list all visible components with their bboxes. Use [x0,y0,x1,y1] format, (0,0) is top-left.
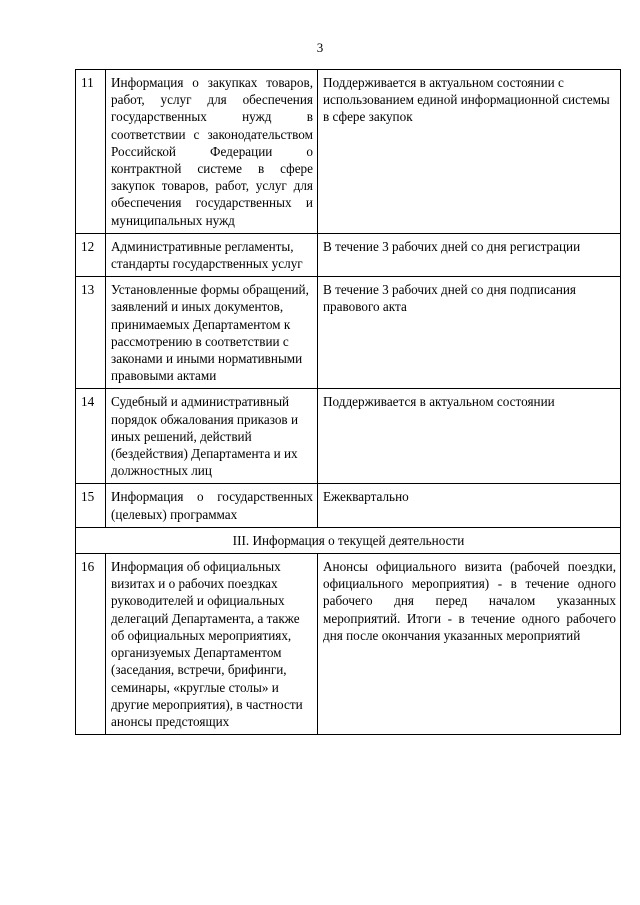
table-row [76,277,621,389]
info-cell: Информация об официальных визитах и о рабочих поездках руководителей и официальных делегаций Департамента, а также об официальных мероприятиях, организуемых Департаментом (заседания, встречи, брифинги, семинары, «круглые столы» и другие мероприятия), в частности анонсы предстоящих [106,554,318,735]
info-cell: Информация о государственных (целевых) программах [106,484,318,527]
row-number: 12 [76,233,106,276]
section-heading: III. Информация о текущей деятельности [76,527,621,553]
row-number: 14 [76,389,106,484]
info-cell: Судебный и административный порядок обжалования приказов и иных решений, действий (бездействия) Департамента и их должностных лиц [106,389,318,484]
row-number: 11 [76,70,106,234]
row-number: 15 [76,484,106,527]
term-cell: Поддерживается в актуальном состоянии с использованием единой информационной системы в сфере закупок [318,70,621,234]
info-cell: Административные регламенты, стандарты государственных услуг [106,233,318,276]
info-cell: Установленные формы обращений, заявлений и иных документов, принимаемых Департаментом к рассмотрению в соответствии с законами и иными нормативными правовыми актами [106,277,318,389]
disclosure-table [75,69,621,735]
term-cell: Ежеквартально [318,484,621,527]
info-cell: Информация о закупках товаров, работ, услуг для обеспечения государственных нужд в соответствии с законодательством Российской Федерации о контрактной системе в сфере закупок товаров, работ, услуг для обеспечения государственных и муниципальных нужд [106,70,318,234]
table-row [76,233,621,276]
table-row [76,484,621,527]
term-cell: Поддерживается в актуальном состоянии [318,389,621,484]
table-row [76,389,621,484]
row-number: 16 [76,554,106,735]
table-row [76,554,621,735]
term-cell: В течение 3 рабочих дней со дня подписания правового акта [318,277,621,389]
section-heading-row [76,527,621,553]
table-row [76,70,621,234]
term-cell: В течение 3 рабочих дней со дня регистрации [318,233,621,276]
page-number: 3 [316,40,324,55]
term-cell: Анонсы официального визита (рабочей поездки, официального мероприятия) - в течение одного рабочего дня перед началом указанных мероприятий. Итоги - в течение одного рабочего дня после окончания указанных мероприятий [318,554,621,735]
row-number: 13 [76,277,106,389]
